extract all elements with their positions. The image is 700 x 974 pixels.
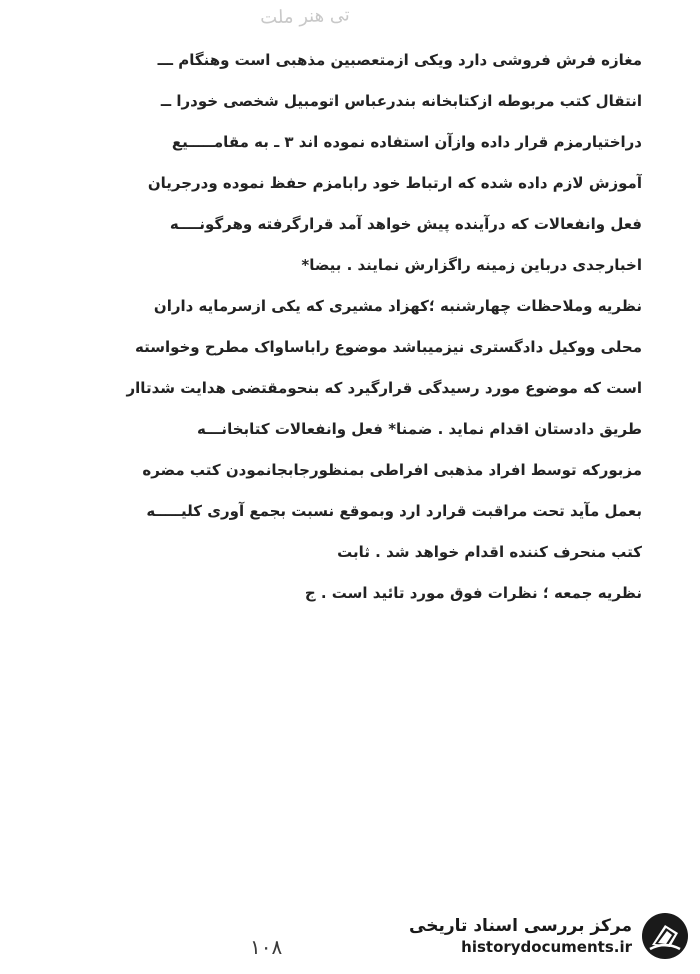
text-line-6: اخبارجدی درباین زمینه راگزارش نمایند . بیضا* — [301, 256, 642, 274]
text-line-5: فعل وانفعالات که درآینده پیش خواهد آمد قرارگرفته وهرگونــــه — [169, 215, 642, 233]
watermark-text — [409, 915, 632, 957]
text-line-2: انتقال کتب مربوطه ازکتابخانه بندرعباس اتومبیل شخصی خودرا ــ — [160, 92, 642, 110]
page-number: ۱۰۸ — [250, 935, 283, 959]
watermark-url: historydocuments.ir — [461, 938, 632, 956]
text-line-13: کتب منحرف کننده اقدام خواهد شد . ثابت — [337, 543, 642, 561]
text-line-12: بعمل مآید تحت مراقبت قرارد ارد وبموقع نسبت بجمع آوری کلیـــــه — [146, 502, 642, 520]
text-line-10: طریق دادستان اقدام نماید . ضمنا* فعل وانفعالات کتابخانـــه — [196, 420, 642, 438]
watermark-title: مرکز بررسی اسناد تاریخی — [409, 916, 632, 936]
book-stack-logo-icon — [640, 911, 690, 961]
header-scribble: تی هنر ملت — [259, 4, 351, 29]
text-line-1: مغازه فرش فروشی دارد ویکی ازمتعصبین مذهبی است وهنگام ـــ — [157, 51, 642, 69]
text-line-14: نظریه جمعه ؛ نظرات فوق مورد تائید است . ج — [304, 584, 642, 602]
text-line-11: مزبورکه توسط افراد مذهبی افراطی بمنظورجابجانمودن کتب مضره — [142, 461, 642, 479]
document-body — [62, 40, 642, 614]
text-line-4: آموزش لازم داده شده که ارتباط خود رابامزم حفظ نموده ودرجریان — [147, 174, 642, 192]
text-line-8: محلی ووکیل دادگستری نیزمیباشد موضوع راباساواک مطرح وخواسته — [134, 338, 642, 356]
text-line-3: دراختیارمزم قرار داده وازآن استفاده نموده اند ۳ ـ به مقامـــــیع — [171, 133, 642, 151]
watermark — [409, 906, 690, 966]
text-line-7: نظریه وملاحظات چهارشنبه ؛کهزاد مشیری که یکی ازسرمایه داران — [153, 297, 642, 315]
text-line-9: است که موضوع مورد رسیدگی قرارگیرد که بنحومقتضی هدایت شدتاار — [126, 379, 642, 397]
